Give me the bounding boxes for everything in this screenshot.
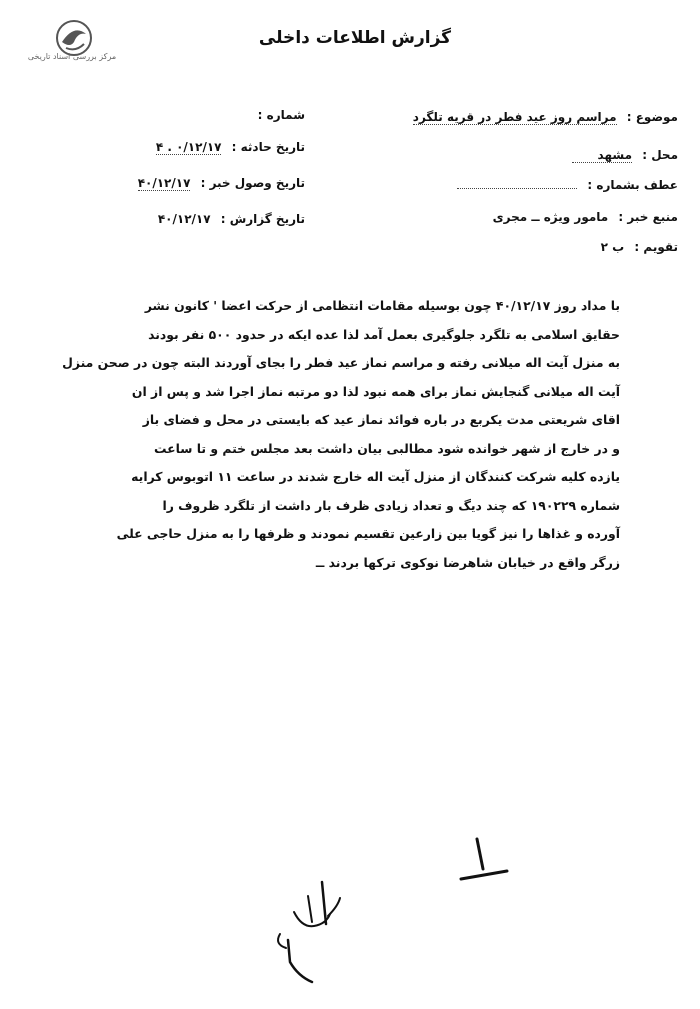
body-line: با مداد روز ۴۰/۱۲/۱۷ چون بوسیله مقامات انتظامی از حرکت اعضا ' کانون نشر [144, 298, 620, 313]
incident-date-label: تاریخ حادثه [240, 140, 305, 154]
received-date-label: تاریخ وصول خبر [209, 176, 305, 190]
reference-label: عطف بشماره [596, 178, 678, 192]
signature-icon [268, 876, 358, 990]
received-date-field: تاریخ وصول خبر : ۴۰/۱۲/۱۷ [137, 176, 305, 190]
report-date-field: تاریخ گزارش : ۴۰/۱۲/۱۷ [157, 212, 305, 226]
logo-caption: مرکز بررسی اسناد تاریخی [27, 52, 117, 61]
report-date-label: تاریخ گزارش [229, 212, 305, 226]
body-line: آورده و غذاها را نیز گویا بین زارعین تقسیم نمودند و ظرفها را به منزل حاجی علی [116, 526, 620, 541]
body-line: حقایق اسلامی به تلگرد جلوگیری بعمل آمد لذا عده ایکه در حدود ۵۰۰ نفر بودند [148, 326, 620, 342]
body-line: اقای شریعتی مدت یکربع در باره فوائد نماز عید که بایستی در محل و فضای باز [142, 412, 620, 427]
body-line: شماره ۱۹۰۲۲۹ که چند دیگ و تعداد زیادی ظرف بار داشت از تلگرد ظروف را [162, 497, 620, 513]
place-label: محل [651, 148, 678, 162]
place-value: مشهد [572, 148, 632, 163]
subject-value: مراسم روز عید فطر در قریه تلگرد [412, 110, 617, 124]
rating-label: تقویم [643, 240, 678, 254]
body-line: و در خارج از شهر خوانده شود مطالبی بیان داشت بعد مجلس ختم و تا ساعت [154, 440, 620, 456]
incident-date-field: تاریخ حادثه : ۰/۱۲/۱۷ . ۴ [155, 140, 305, 154]
number-label: شماره [266, 108, 305, 122]
body-line: یازده کلیه شرکت کنندگان از منزل آیت اله خارج شدند در ساعت ۱۱ اتوبوس کرایه [131, 469, 620, 484]
received-date-value: ۴۰/۱۲/۱۷ [137, 176, 191, 190]
body-line: به منزل آیت اله میلانی رفته و مراسم نماز عید فطر را بجای آوردند البته چون در صحن منزل [62, 355, 620, 370]
subject-label: موضوع [635, 110, 678, 124]
source-value: مامور ویژه ــ مجری [492, 210, 609, 224]
body-line: زرگر واقع در خیابان شاهرضا نوکوی ترکها بردند ــ [315, 554, 620, 570]
document-title: گزارش اطلاعات داخلی [258, 28, 452, 48]
place-field: محل : مشهد [398, 148, 678, 163]
number-field: شماره : [257, 108, 305, 122]
reference-field: عطف بشماره : [398, 178, 678, 192]
marginal-mark [455, 835, 515, 889]
subject-field: موضوع : مراسم روز عید فطر در قریه تلگرد [412, 110, 678, 124]
reference-value [457, 188, 577, 189]
report-body [38, 292, 620, 577]
rating-value: ب ۲ [600, 240, 625, 254]
rating-field: تقویم : ب ۲ [600, 240, 678, 254]
body-line: آیت اله میلانی گنجایش نماز برای همه نبود لذا دو مرتبه نماز اجرا شد و پس از ان [131, 383, 620, 399]
source-field: منبع خبر : مامور ویژه ــ مجری [492, 210, 678, 224]
report-date-value: ۴۰/۱۲/۱۷ [157, 212, 211, 226]
source-label: منبع خبر [627, 210, 678, 224]
incident-date-value: ۰/۱۲/۱۷ . ۴ [155, 140, 222, 154]
